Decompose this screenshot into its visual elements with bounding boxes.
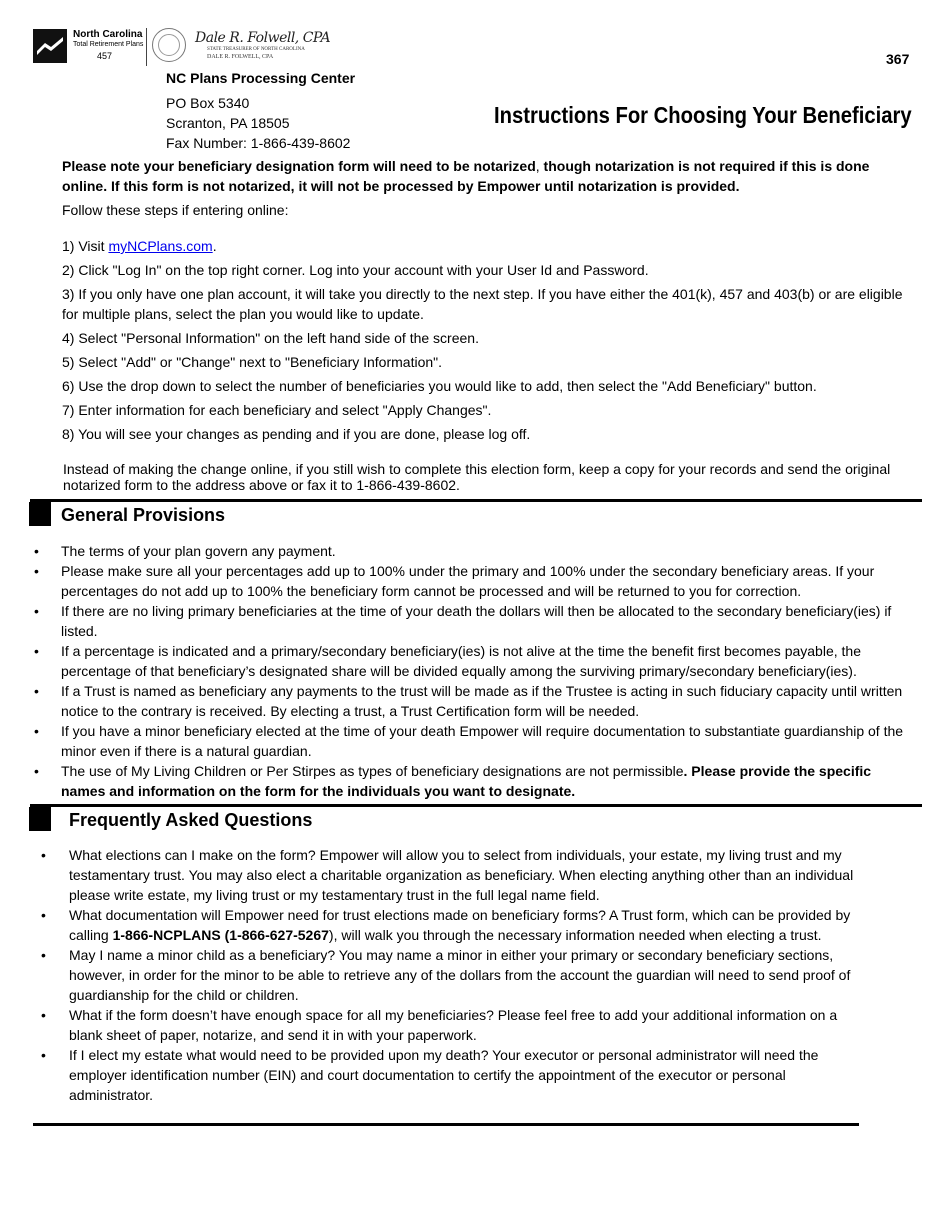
logo-divider bbox=[146, 28, 147, 66]
address-line1: PO Box 5340 bbox=[166, 95, 250, 111]
logo-line1: North Carolina bbox=[73, 29, 143, 40]
bullet: • bbox=[41, 847, 46, 863]
faq-item bbox=[41, 905, 859, 945]
faq-item bbox=[41, 1045, 859, 1105]
faq-text: What if the form doesn’t have enough space for all my beneficiaries? Please feel free to add your additional information on a blank sheet of paper, notarize, and send it in with your paperwork. bbox=[69, 1007, 838, 1043]
faq-text: What elections can I make on the form? Empower will allow you to select from individuals, your estate, my living trust and my testamentary trust. You may also elect a charitable organization as beneficiary. When electing anything other than an individual please write estate, my living trust or my testamentary trust in the full legal name field. bbox=[69, 847, 854, 903]
provision-text: If there are no living primary beneficiaries at the time of your death the dollars will then be allocated to the secondary beneficiary(ies) if listed. bbox=[61, 603, 892, 639]
faq-text: What documentation will Empower need for trust elections made on beneficiary forms? A Trust form, which can be provided by calling bbox=[69, 907, 851, 943]
provision-text: If a Trust is named as beneficiary any payments to the trust will be made as if the Trustee is acting in such fiduciary capacity until written notice to the contrary is received. By electing a trust, a Trust Certification form will be needed. bbox=[61, 683, 903, 719]
provision-text: The use of My Living Children or Per Stirpes as types of beneficiary designations are not permissible bbox=[61, 763, 684, 779]
step-7: 7) Enter information for each beneficiary and select "Apply Changes". bbox=[62, 402, 492, 418]
form-number: 367 bbox=[886, 51, 910, 67]
section-marker bbox=[29, 502, 51, 526]
step-3: 3) If you only have one plan account, it will take you directly to the next step. If you have either the 401(k), 457 and 403(b) or are eligible for multiple plans, select the plan you would like to update. bbox=[62, 286, 903, 322]
treasurer-signature: Dale R. Folwell, CPA bbox=[195, 30, 331, 46]
bullet: • bbox=[41, 1047, 46, 1063]
provision-text: Please make sure all your percentages add up to 100% under the primary and 100% under the secondary beneficiary areas. If your percentages do not add up to 100% the beneficiary form cannot be processed and will be returned to you for correction. bbox=[61, 563, 875, 599]
general-provisions-heading: General Provisions bbox=[61, 505, 226, 525]
provision-text: If you have a minor beneficiary elected at the time of your death Empower will require documentation to substantiate guardianship of the minor even if there is a natural guardian. bbox=[61, 723, 904, 759]
bullet: • bbox=[41, 947, 46, 963]
provision-text: If a percentage is indicated and a primary/secondary beneficiary(ies) is not alive at the time the benefit first becomes payable, the percentage of that beneficiary’s designated share will be divided equally among the surviving primary/secondary beneficiary(ies). bbox=[61, 643, 861, 679]
step-5: 5) Select "Add" or "Change" next to "Beneficiary Information". bbox=[62, 354, 443, 370]
logo-line2: Total Retirement Plans bbox=[73, 41, 144, 48]
bullet: • bbox=[34, 603, 39, 619]
notice-part1: Please note your beneficiary designation form will need to be notarized bbox=[62, 158, 536, 174]
section-divider bbox=[30, 499, 922, 502]
faq-text: ), will walk you through the necessary information needed when electing a trust. bbox=[328, 927, 822, 943]
provision-item bbox=[34, 541, 911, 561]
treasurer-name: DALE R. FOLWELL, CPA bbox=[207, 54, 274, 60]
provision-item bbox=[34, 681, 911, 721]
provision-item bbox=[34, 721, 911, 761]
step-1-suffix: . bbox=[212, 238, 217, 254]
faq-heading: Frequently Asked Questions bbox=[69, 810, 313, 830]
mail-instructions: Instead of making the change online, if you still wish to complete this election form, keep a copy for your records and send the original notarized form to the address above or fax it to 1-866-439-8602. bbox=[63, 461, 891, 493]
nc-retirement-logo-icon bbox=[33, 29, 67, 63]
step-1 bbox=[62, 236, 912, 256]
provision-item bbox=[34, 601, 911, 641]
faq-item bbox=[41, 945, 859, 1005]
faq-list bbox=[41, 845, 859, 1105]
step-2: 2) Click "Log In" on the top right corner. Log into your account with your User Id and Password. bbox=[62, 262, 649, 278]
faq-text: May I name a minor child as a beneficiary? You may name a minor in either your primary or secondary beneficiary sections, however, in order for the minor to be able to retrieve any of the dollars from the account the guardian will need to send proof of guardianship for the child or children. bbox=[69, 947, 851, 1003]
provision-item bbox=[34, 561, 911, 601]
myncplans-link[interactable]: myNCPlans.com bbox=[108, 238, 213, 254]
address-line2: Scranton, PA 18505 bbox=[166, 115, 290, 131]
faq-text: If I elect my estate what would need to be provided upon my death? Your executor or personal administrator will need the employer identification number (EIN) and court documentation to certify the appointment of the executor or personal administrator. bbox=[69, 1047, 819, 1103]
follow-steps-intro: Follow these steps if entering online: bbox=[62, 202, 289, 218]
section-divider bbox=[30, 804, 922, 807]
section-marker bbox=[29, 807, 51, 831]
provision-item bbox=[34, 761, 911, 801]
faq-item bbox=[41, 1005, 859, 1045]
footer-rule bbox=[33, 1123, 859, 1126]
step-6: 6) Use the drop down to select the number of beneficiaries you would like to add, then select the "Add Beneficiary" button. bbox=[62, 378, 817, 394]
step-8: 8) You will see your changes as pending and if you are done, please log off. bbox=[62, 426, 531, 442]
provision-text-bold: . Please provide the specific names and information on the form for the individuals you want to designate. bbox=[61, 763, 872, 799]
address-title: NC Plans Processing Center bbox=[166, 70, 356, 86]
provision-item bbox=[34, 641, 911, 681]
fax-number: Fax Number: 1-866-439-8602 bbox=[166, 135, 351, 151]
bullet: • bbox=[34, 683, 39, 699]
notice-part3: though notarization is not required if this is done online. If this form is not notarized, it will not be processed by Empower until notarization is provided. bbox=[62, 158, 870, 194]
logo-line3: 457 bbox=[97, 51, 113, 61]
notarization-notice bbox=[62, 156, 902, 196]
bullet: • bbox=[34, 643, 39, 659]
treasurer-title: STATE TREASURER OF NORTH CAROLINA bbox=[207, 47, 305, 52]
bullet: • bbox=[34, 543, 39, 559]
bullet: • bbox=[34, 763, 39, 779]
step-1-prefix: 1) Visit bbox=[62, 238, 109, 254]
faq-item bbox=[41, 845, 859, 905]
bullet: • bbox=[34, 563, 39, 579]
state-seal-inner bbox=[158, 34, 180, 56]
step-4: 4) Select "Personal Information" on the left hand side of the screen. bbox=[62, 330, 479, 346]
ncplans-phone: 1-866-NCPLANS (1-866-627-5267 bbox=[112, 927, 329, 943]
bullet: • bbox=[34, 723, 39, 739]
notice-part2: , bbox=[535, 158, 544, 174]
online-steps bbox=[62, 236, 912, 448]
page-title: Instructions For Choosing Your Beneficiary bbox=[494, 102, 912, 128]
bullet: • bbox=[41, 1007, 46, 1023]
bullet: • bbox=[41, 907, 46, 923]
provision-text: The terms of your plan govern any payment. bbox=[61, 543, 336, 559]
general-provisions-list bbox=[34, 541, 911, 801]
